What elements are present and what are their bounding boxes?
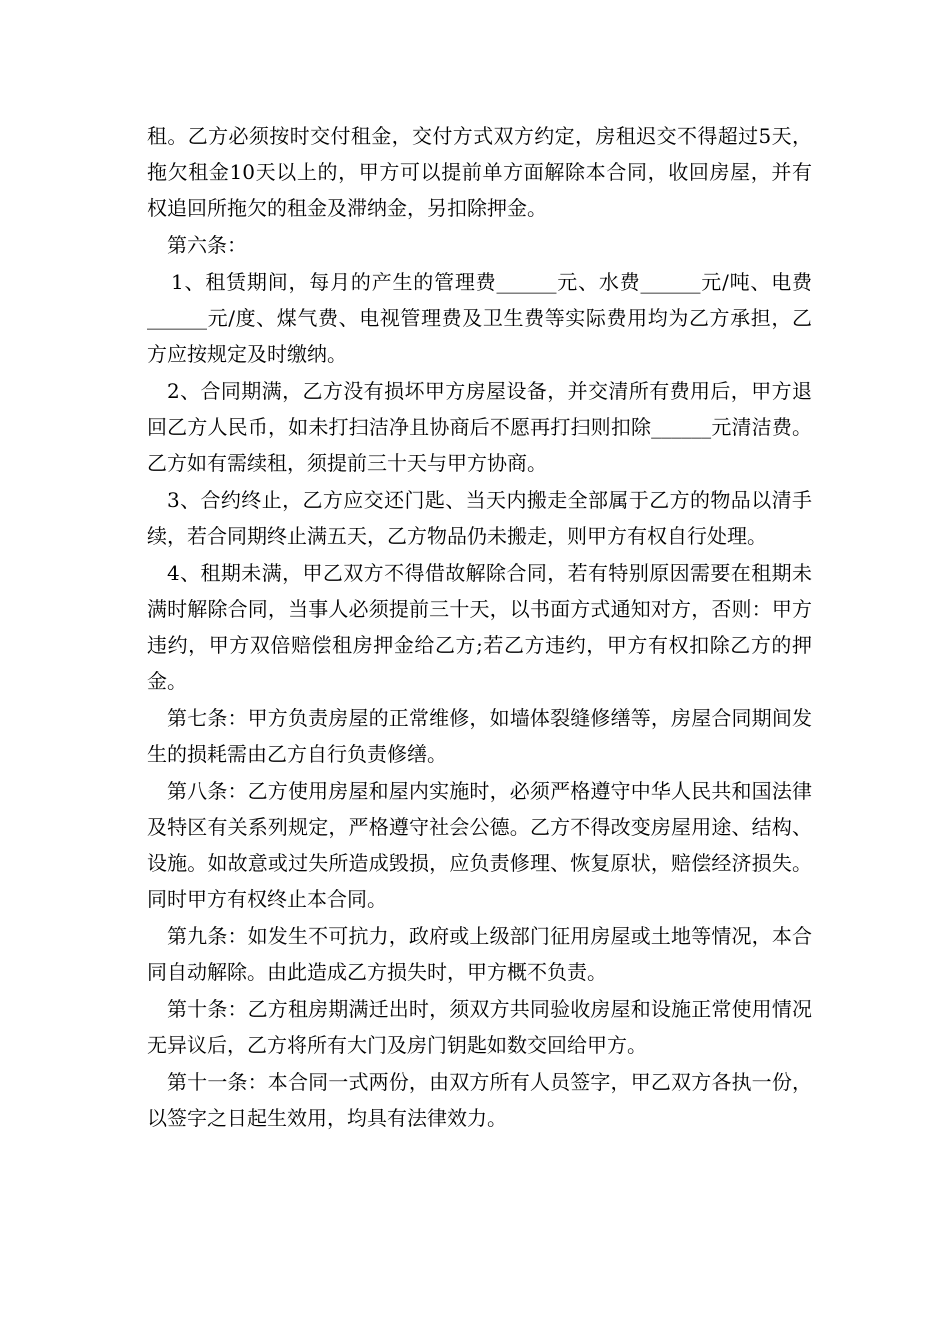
article-6-heading: 第六条：	[167, 233, 247, 257]
article-6-clause-4: 4、租期未满，甲乙双方不得借故解除合同，若有特别原因需要在租期未满时解除合同，当事人必须提前三十天，以书面方式通知对方，否则：甲方违约，甲方双倍赔偿租房押金给乙方;若乙方违约，甲方有权扣除乙方的押金。	[147, 561, 812, 693]
article-6-clause-1: 1、租赁期间，每月的产生的管理费______元、水费______元/吨、电费______元/度、煤气费、电视管理费及卫生费等实际费用均为乙方承担，乙方应按规定及时缴纳。	[147, 270, 812, 366]
article-10: 第十条：乙方租房期满迁出时，须双方共同验收房屋和设施正常使用情况无异议后，乙方将所有大门及房门钥匙如数交回给甲方。	[147, 997, 812, 1057]
article-8: 第八条：乙方使用房屋和屋内实施时，必须严格遵守中华人民共和国法律及特区有关系列规定，严格遵守社会公德。乙方不得改变房屋用途、结构、设施。如故意或过失所造成毁损，应负责修理、恢复原状，赔偿经济损失。同时甲方有权终止本合同。	[147, 779, 812, 911]
article-9: 第九条：如发生不可抗力，政府或上级部门征用房屋或土地等情况，本合同自动解除。由此造成乙方损失时，甲方概不负责。	[147, 924, 812, 984]
article-6-clause-3: 3、合约终止，乙方应交还门匙、当天内搬走全部属于乙方的物品以清手续，若合同期终止满五天，乙方物品仍未搬走，则甲方有权自行处理。	[147, 488, 812, 548]
paragraph-rent-payment: 租。乙方必须按时交付租金，交付方式双方约定，房租迟交不得超过5天，拖欠租金10天以上的，甲方可以提前单方面解除本合同，收回房屋，并有权追回所拖欠的租金及滞纳金，另扣除押金。	[147, 124, 812, 220]
article-11: 第十一条：本合同一式两份，由双方所有人员签字，甲乙双方各执一份，以签字之日起生效用，均具有法律效力。	[147, 1070, 812, 1130]
article-7: 第七条：甲方负责房屋的正常维修，如墙体裂缝修缮等，房屋合同期间发生的损耗需由乙方自行负责修缮。	[147, 706, 812, 766]
article-6-clause-2: 2、合同期满，乙方没有损坏甲方房屋设备，并交清所有费用后，甲方退回乙方人民币，如未打扫洁净且协商后不愿再打扫则扣除______元清洁费。乙方如有需续租，须提前三十天与甲方协商。	[147, 379, 812, 475]
contract-body	[147, 118, 812, 1137]
